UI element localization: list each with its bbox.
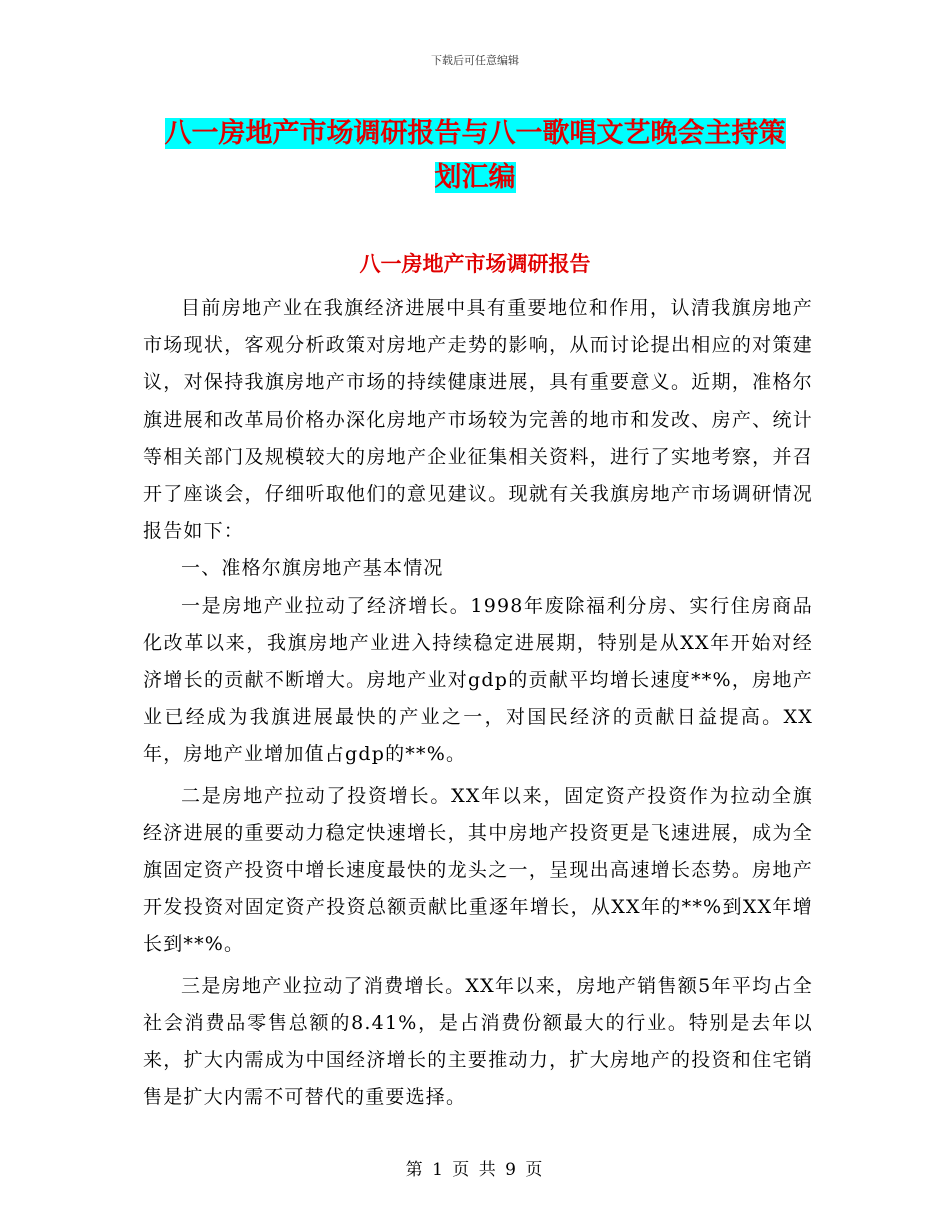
title-text-2: 划汇编 [434, 162, 516, 193]
document-body [143, 290, 813, 1116]
document-title-line-1 [0, 111, 950, 150]
section-title: 八一房地产市场调研报告 [359, 251, 591, 276]
title-text-1: 八一房地产市场调研报告与八一歌唱文艺晚会主持策 [164, 118, 786, 149]
document-title-line-2 [0, 155, 950, 194]
paragraph-economic-growth: 一是房地产业拉动了经济增长。1998年废除福利分房、实行住房商品化改革以来，我旗房地产业进入持续稳定进展期，特别是从XX年开始对经济增长的贡献不断增大。房地产业对gdp的贡献平均增长速度**%，房地产业已经成为我旗进展最快的产业之一，对国民经济的贡献日益提高。XX年，房地产业增加值占gdp的**%。 [143, 594, 813, 766]
section-heading-1: 一、准格尔旗房地产基本情况 [181, 557, 444, 580]
paragraph-consumption-growth: 三是房地产业拉动了消费增长。XX年以来，房地产销售额5年平均占全社会消费品零售总额的8.41%，是占消费份额最大的行业。特别是去年以来，扩大内需成为中国经济增长的主要推动力，扩大房地产的投资和住宅销售是扩大内需不可替代的重要选择。 [143, 974, 813, 1109]
page-number-footer: 第 1 页 共 9 页 [405, 1160, 545, 1180]
paragraph-investment-growth: 二是房地产拉动了投资增长。XX年以来，固定资产投资作为拉动全旗经济进展的重要动力稳定快速增长，其中房地产投资更是飞速进展，成为全旗固定资产投资中增长速度最快的龙头之一，呈现出高速增长态势。房地产开发投资对固定资产投资总额贡献比重逐年增长，从XX年的**%到XX年增长到**%。 [143, 784, 813, 956]
header-note: 下载后可任意编辑 [431, 54, 519, 67]
paragraph-intro: 目前房地产业在我旗经济进展中具有重要地位和作用，认清我旗房地产市场现状，客观分析政策对房地产走势的影响，从而讨论提出相应的对策建议，对保持我旗房地产市场的持续健康进展，具有重要意义。近期，准格尔旗进展和改革局价格办深化房地产市场较为完善的地市和发改、房产、统计等相关部门及规模较大的房地产企业征集相关资料，进行了实地考察，并召开了座谈会，仔细听取他们的意见建议。现就有关我旗房地产市场调研情况报告如下： [143, 297, 813, 543]
